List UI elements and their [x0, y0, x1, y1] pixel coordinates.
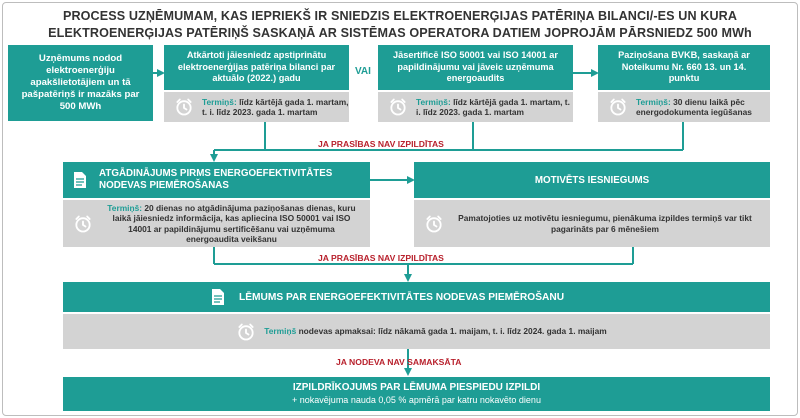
reminder-term-text: 20 dienas no atgādinājuma paziņošanas dienas, kuru laikā jāiesniedz informācija, kas apliecina ISO 50001 vai ISO 14001 ar papildinājumu sertificēšanu vai uzņēmuma energoaudita veikšanu	[112, 202, 356, 244]
term-prefix: Termiņš:	[416, 96, 451, 107]
clock-icon	[73, 214, 93, 234]
decision-term	[264, 326, 606, 337]
clock-icon	[424, 214, 444, 234]
option2-text: Jāsertificē ISO 50001 vai ISO 14001 ar papildinājumu vai jāveic uzņēmuma energoaudits	[393, 50, 558, 84]
motivated-text-box	[414, 200, 770, 247]
option3-box	[598, 45, 770, 90]
option2-box	[378, 45, 573, 90]
term-prefix: Termiņš:	[202, 96, 237, 107]
option1-term-box	[164, 92, 349, 122]
condition-label-2: JA PRASĪBAS NAV IZPILDĪTAS	[318, 253, 444, 263]
option2-term-text: līdz kārtējā gada 1. martam, t. i. līdz 2023. gada 1. martam	[416, 96, 570, 117]
option3-term-text: 30 dienu laikā pēc energodokumenta iegūšanas	[636, 96, 752, 117]
option1-term-text: līdz kārtējā gada 1. martam, t. i. līdz 2023. gada 1. martam	[202, 96, 349, 117]
term-prefix: Termiņš:	[636, 96, 671, 107]
term-prefix: Termiņš	[264, 326, 297, 337]
option3-term	[636, 97, 770, 118]
decision-term-text: nodevas apmaksai: līdz nākamā gada 1. maijam, t. i. līdz 2024. gada 1. maijam	[298, 326, 607, 337]
option1-box	[164, 45, 349, 90]
option1-text: Atkārtoti jāiesniedz apstiprinātu elektroenerģijas patēriņa bilanci par aktuālo (2022.) gadu	[177, 50, 336, 84]
decision-title: LĒMUMS PAR ENERGOEFEKTIVITĀTES NODEVAS PIEMĒROŠANU	[239, 291, 565, 303]
start-box-text: Uzņēmums nodod elektroenerģiju apakšlietotājiem un tā pašpatēriņš ir mazāks par 500 MWh	[21, 53, 140, 112]
motivated-box	[414, 162, 770, 198]
reminder-term	[101, 203, 370, 245]
enforcement-title: IZPILDRĪKOJUMS PAR LĒMUMA PIESPIEDU IZPILDI	[292, 382, 541, 393]
condition-label-1: JA PRASĪBAS NAV IZPILDĪTAS	[318, 139, 444, 149]
condition-label-3: JA NODEVA NAV SAMAKSĀTA	[336, 357, 462, 367]
reminder-term-box	[63, 200, 370, 247]
clock-icon	[608, 97, 628, 117]
option2-term-box	[378, 92, 573, 122]
option3-term-box	[598, 92, 770, 122]
clock-icon	[388, 97, 408, 117]
motivated-text: Pamatojoties uz motivētu iesniegumu, pienākuma izpildes termiņš var tikt pagarināts par 6 mēnešiem	[458, 213, 752, 234]
reminder-box	[63, 162, 370, 198]
enforcement-box	[63, 377, 770, 411]
diagram-title: PROCESS UZŅĒMUMAM, KAS IEPRIEKŠ IR SNIEDZIS ELEKTROENERĢIJAS PATĒRIŅA BILANCI/-ES UN KURA ELEKTROENERĢIJAS PATĒRIŅŠ SASKAŅĀ AR SISTĒMAS OPERATORA DATIEM JOPROJĀM PĀRSNIEDZ 500 MWh	[48, 9, 752, 40]
term-prefix: Termiņš:	[107, 202, 143, 213]
option2-term	[416, 97, 573, 118]
clock-icon	[236, 322, 256, 342]
or-label: VAI	[355, 66, 371, 77]
decision-box	[63, 282, 770, 312]
clock-icon	[174, 97, 194, 117]
enforcement-subtitle: + nokavējuma nauda 0,05 % apmērā par katru nokavēto dienu	[292, 395, 541, 405]
document-icon	[73, 171, 87, 189]
decision-term-box	[63, 314, 770, 349]
motivated-title: MOTIVĒTS IESNIEGUMS	[534, 174, 650, 186]
reminder-title: ATGĀDINĀJUMS PIRMS ENERGOEFEKTIVITĀTES NODEVAS PIEMĒROŠANAS	[99, 167, 333, 191]
document-icon	[211, 288, 225, 306]
start-box	[8, 45, 153, 121]
option1-term	[202, 97, 349, 118]
option3-text: Paziņošana BVKB, saskaņā ar Noteikumu Nr. 660 13. un 14. punktu	[618, 50, 750, 84]
